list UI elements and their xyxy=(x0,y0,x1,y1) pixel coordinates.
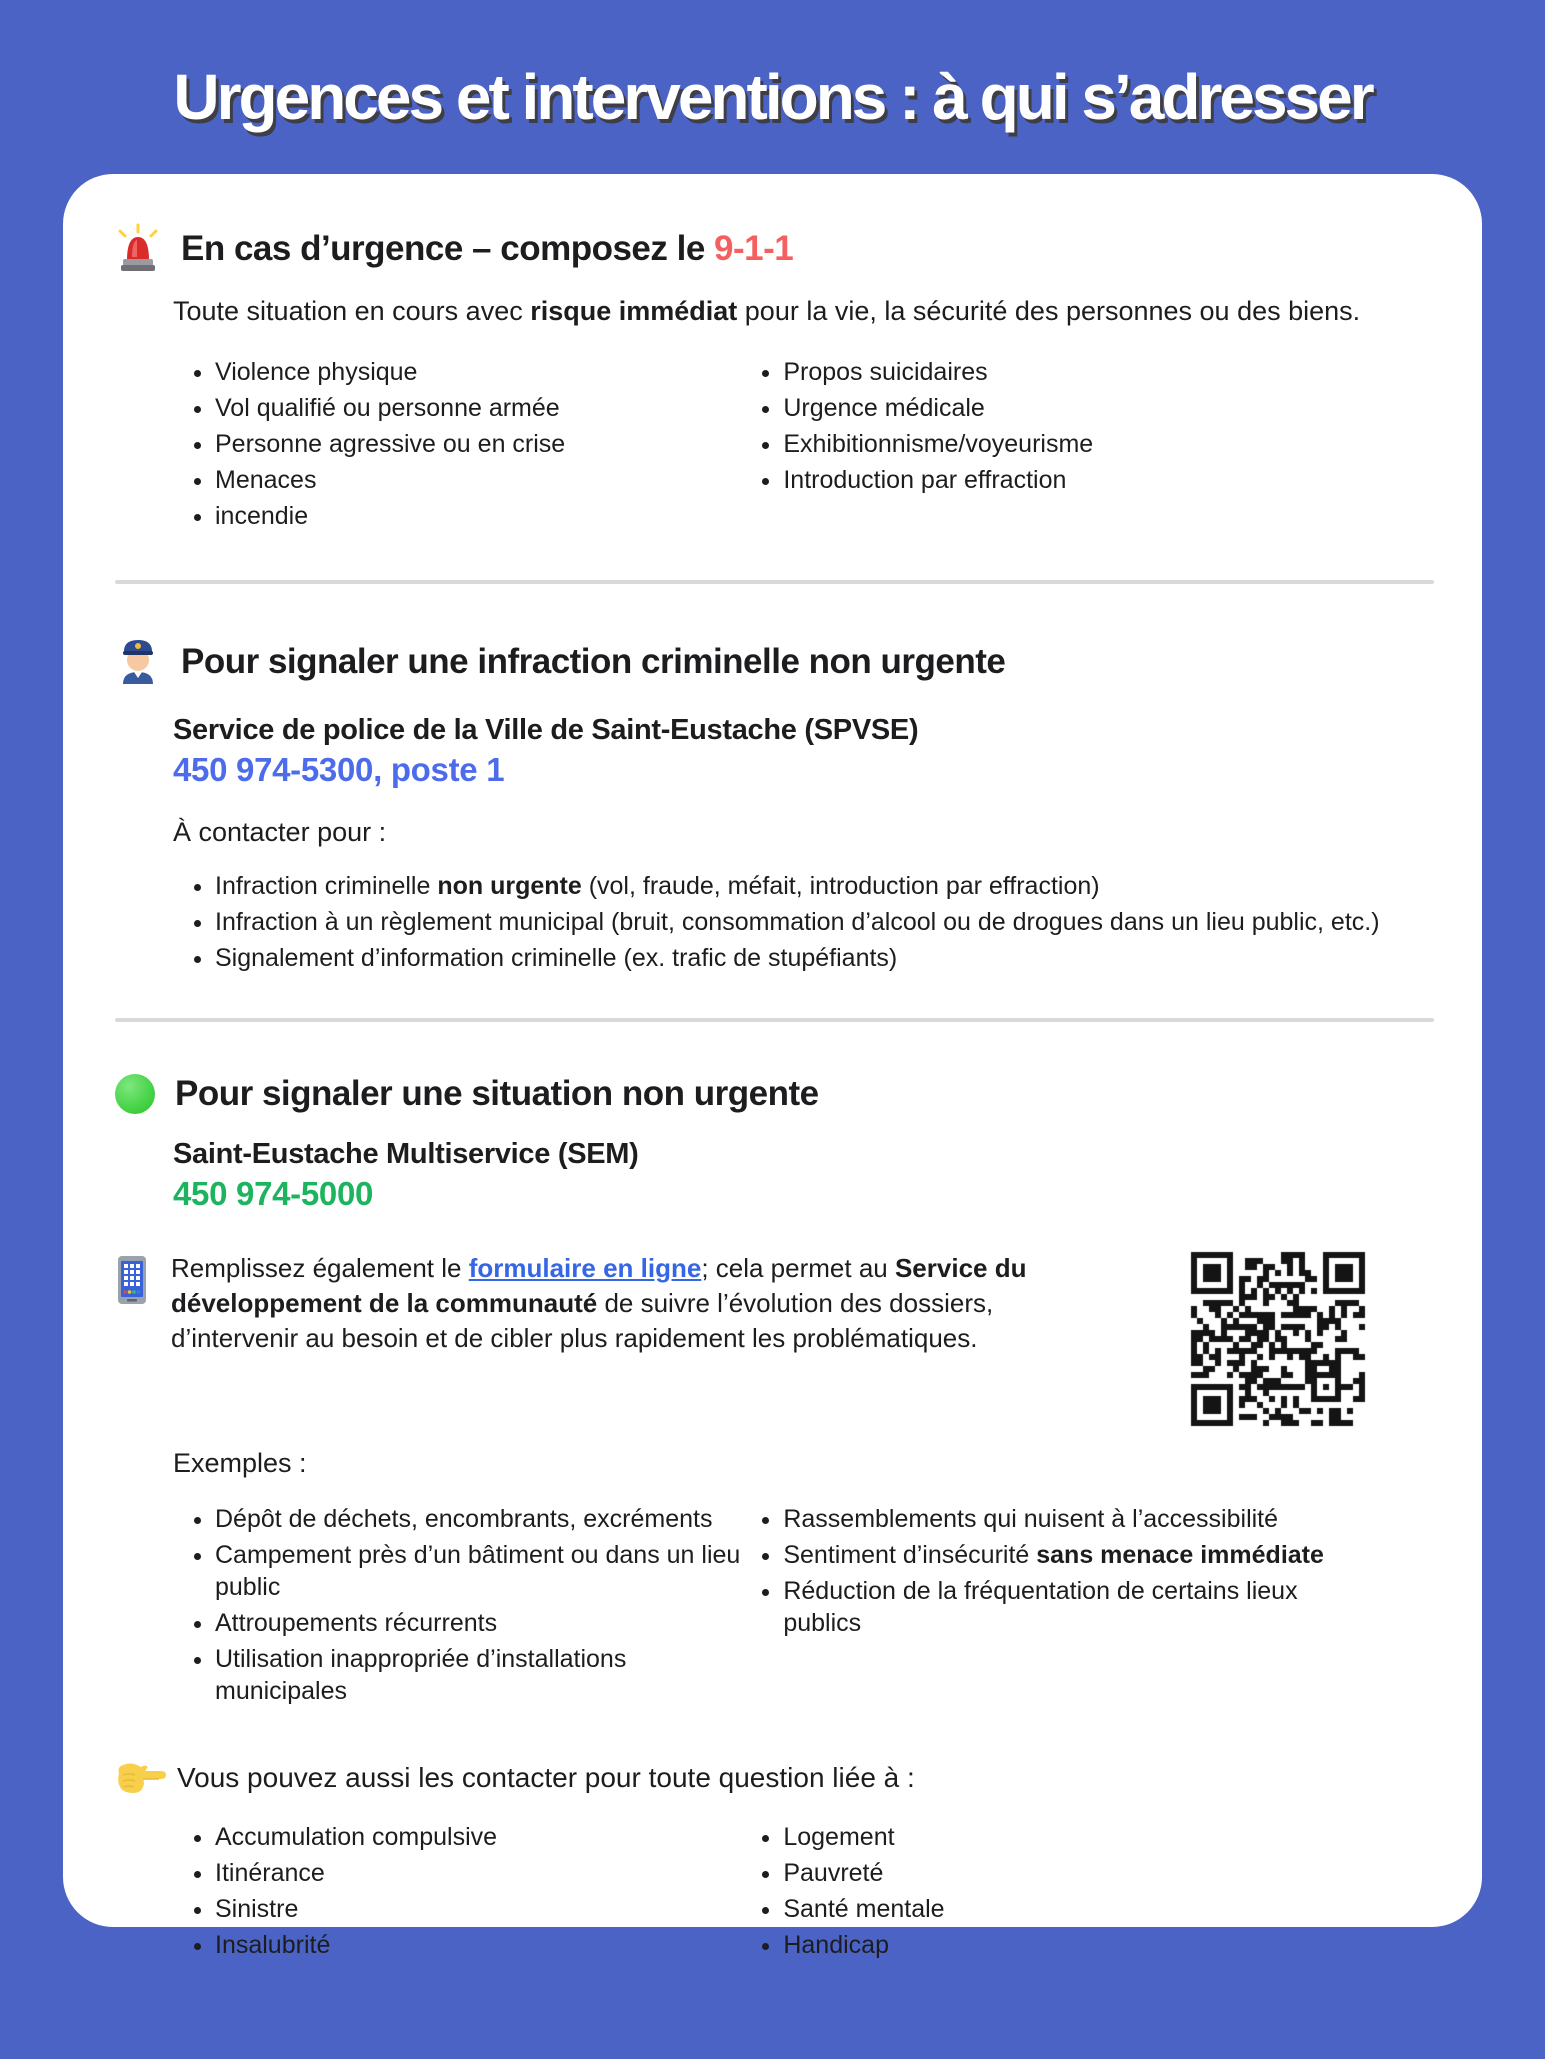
also-heading: Vous pouvez aussi les contacter pour toute question liée à : xyxy=(177,1762,915,1794)
list-item: • Rassemblements qui nuisent à l’accessibilité xyxy=(783,1503,1341,1535)
examples-list-left xyxy=(173,1503,741,1711)
police-org-name: Service de police de la Ville de Saint-Eustache (SPVSE) xyxy=(173,713,919,746)
list-item: • Accumulation compulsive xyxy=(215,1821,741,1853)
list-item: • Réduction de la fréquentation de certains lieux publics xyxy=(783,1575,1341,1639)
list-item: • Attroupements récurrents xyxy=(215,1607,741,1639)
sem-org-name: Saint-Eustache Multiservice (SEM) xyxy=(173,1137,639,1170)
list-item: • incendie xyxy=(215,500,741,532)
list-item: • Propos suicidaires xyxy=(783,356,1436,388)
list-item: • Vol qualifié ou personne armée xyxy=(215,392,741,424)
list-item: • Personne agressive ou en crise xyxy=(215,428,741,460)
list-item: • Sentiment d’insécurité sans menace immédiate xyxy=(783,1539,1341,1571)
list-item: • Urgence médicale xyxy=(783,392,1436,424)
section-also xyxy=(115,1759,1436,1965)
poster xyxy=(0,60,1545,1959)
also-list-left xyxy=(173,1821,741,1965)
form-paragraph: Remplissez également le formulaire en ligne; cela permet au Service du développement de la communauté de suivre l’évolution des dossiers, d’intervenir au besoin et de cibler plus rapidement les problématiques. xyxy=(171,1252,1027,1353)
emergency-intro: Toute situation en cours avec risque immédiat pour la vie, la sécurité des personnes ou des biens. xyxy=(173,296,1361,326)
list-item: • Handicap xyxy=(783,1929,1436,1961)
list-item: • Exhibitionnisme/voyeurisme xyxy=(783,428,1436,460)
examples-list-right xyxy=(741,1503,1341,1711)
list-item: • Introduction par effraction xyxy=(783,464,1436,496)
examples-label: Exemples : xyxy=(173,1447,307,1478)
police-officer-icon xyxy=(115,636,161,688)
emergency-heading: En cas d’urgence – composez le 9-1-1 xyxy=(181,228,794,268)
list-item: • Violence physique xyxy=(215,356,741,388)
emergency-list-right xyxy=(741,356,1436,536)
list-item: • Infraction à un règlement municipal (bruit, consommation d’alcool ou de drogues dans un lieu public, etc.) xyxy=(215,906,1413,938)
police-heading: Pour signaler une infraction criminelle non urgente xyxy=(181,641,1006,681)
list-item: • Logement xyxy=(783,1821,1436,1853)
list-item: • Itinérance xyxy=(215,1857,741,1889)
list-item: • Insalubrité xyxy=(215,1929,741,1961)
green-circle-icon xyxy=(115,1074,155,1114)
non-urgent-heading: Pour signaler une situation non urgente xyxy=(175,1073,819,1113)
section-emergency xyxy=(115,224,1436,536)
list-item: • Pauvreté xyxy=(783,1857,1436,1889)
list-item: • Signalement d’information criminelle (ex. trafic de stupéfiants) xyxy=(215,942,1413,974)
list-item: • Menaces xyxy=(215,464,741,496)
list-item: • Sinistre xyxy=(215,1893,741,1925)
section-non-urgent xyxy=(115,1074,1436,1711)
police-phone-number: 450 974-5300, poste 1 xyxy=(173,750,505,788)
also-list-right xyxy=(741,1821,1436,1965)
emergency-list-left xyxy=(173,356,741,536)
content-card xyxy=(63,174,1482,1959)
section-divider xyxy=(115,580,1434,584)
qr-code xyxy=(1188,1249,1368,1438)
list-item: • Dépôt de déchets, encombrants, excréments xyxy=(215,1503,741,1535)
list-item: • Infraction criminelle non urgente (vol, fraude, méfait, introduction par effraction) xyxy=(215,870,1413,902)
list-item: • Santé mentale xyxy=(783,1893,1436,1925)
siren-icon xyxy=(115,224,161,274)
sem-phone-number: 450 974-5000 xyxy=(173,1174,374,1212)
section-divider xyxy=(115,1018,1434,1022)
mobile-phone-icon xyxy=(115,1255,149,1305)
police-list xyxy=(173,870,1413,974)
section-police xyxy=(115,636,1436,974)
pointing-right-hand-icon xyxy=(115,1759,167,1799)
page-title: Urgences et interventions : à qui s’adresser xyxy=(173,61,1372,133)
police-contact-label: À contacter pour : xyxy=(173,816,387,847)
list-item: • Utilisation inappropriée d’installations municipales xyxy=(215,1643,741,1707)
emergency-number: 9-1-1 xyxy=(714,228,794,268)
online-form-link[interactable]: formulaire en ligne xyxy=(468,1252,702,1283)
list-item: • Campement près d’un bâtiment ou dans un lieu public xyxy=(215,1539,741,1603)
